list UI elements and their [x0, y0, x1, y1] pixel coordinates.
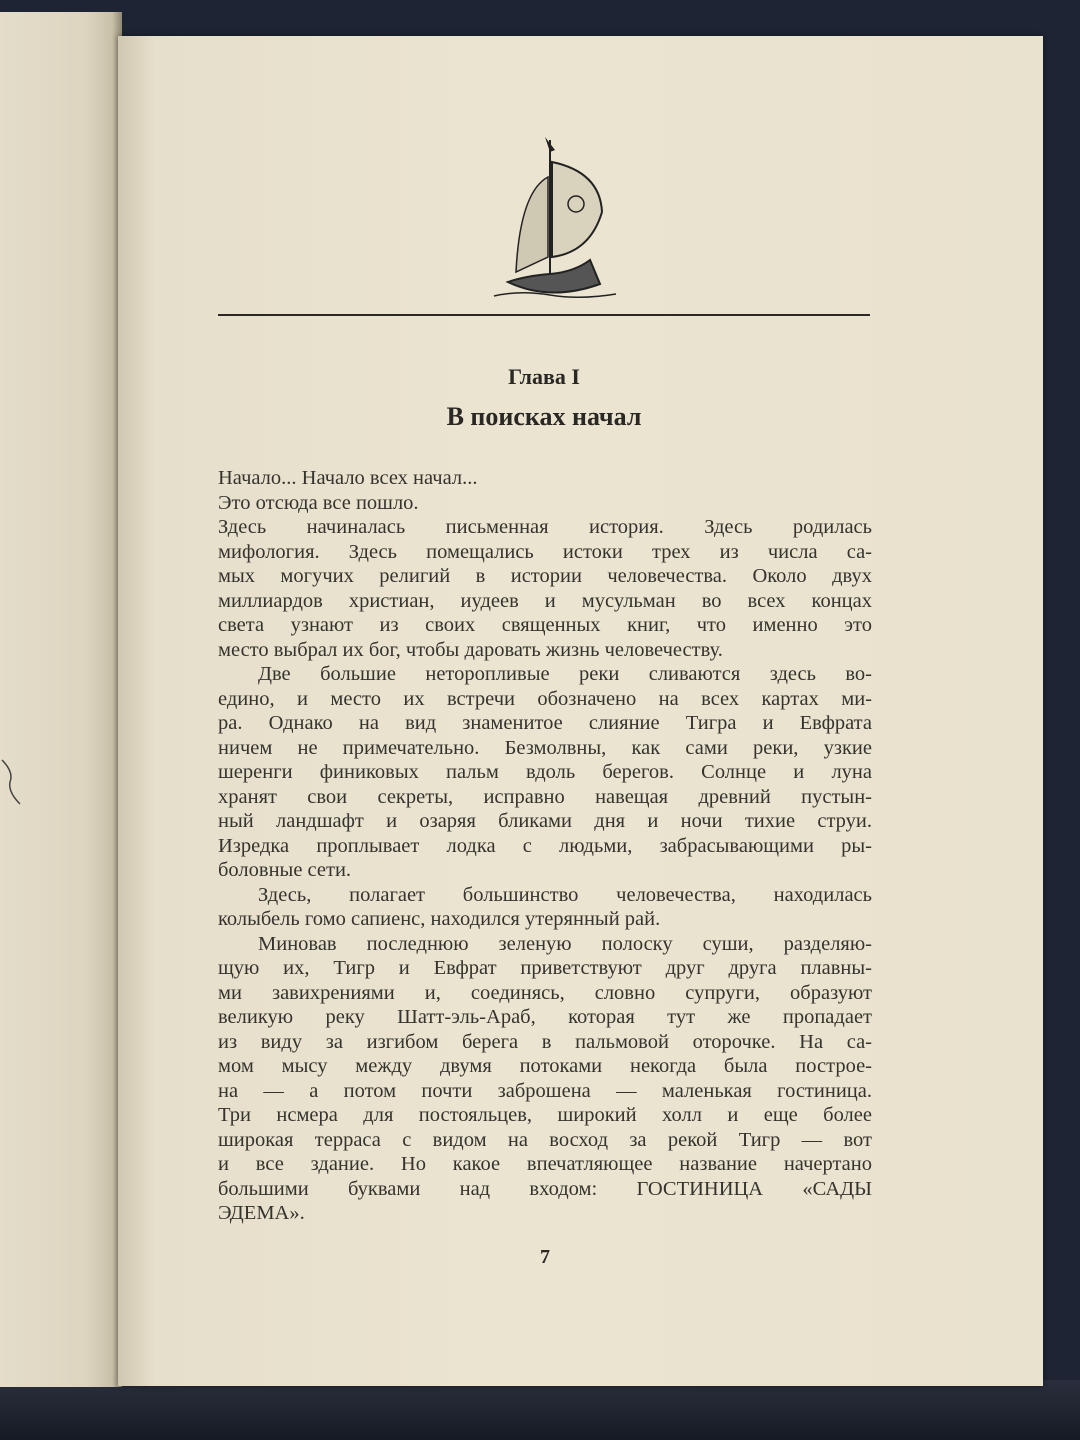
left-page	[0, 12, 122, 1387]
page-number: 7	[540, 1246, 550, 1268]
text-line: ра. Однако на вид знаменитое слияние Тигра и Евфрата	[218, 712, 872, 734]
chapter-title: В поисках начал	[446, 402, 642, 431]
text-line: Изредка проплывает лодка с людьми, забрасывающими ры-	[218, 834, 872, 857]
text-line: на — а потом почти заброшена — маленькая гостиница.	[218, 1079, 872, 1102]
text-line: мых могучих религий в истории человечества. Около двух	[218, 565, 872, 587]
text-line: Миновав последнюю зеленую полоску суши, разделяю-	[258, 932, 872, 955]
text-line: Три нсмера для постояльцев, широкий холл и еще более	[218, 1104, 872, 1126]
text-line: Начало... Начало всех начал...	[218, 467, 478, 489]
text-line: колыбель гомо сапиенс, находился утерянный рай.	[218, 908, 661, 930]
text-line: широкая терраса с видом на восход за рекой Тигр — вот	[218, 1128, 872, 1151]
text-line: Здесь начиналась письменная история. Здесь родилась	[218, 516, 872, 538]
text-line: ничем не примечательно. Безмолвны, как сами реки, узкие	[218, 736, 872, 759]
text-line: Две большие неторопливые реки сливаются здесь во-	[258, 663, 872, 685]
text-line: ный ландшафт и озаряя бликами дня и ночи тихие струи.	[218, 810, 872, 832]
text-line: шеренги финиковых пальм вдоль берегов. Солнце и луна	[218, 761, 872, 783]
pencil-mark	[0, 752, 30, 812]
text-line: большими буквами над входом: ГОСТИНИЦА «САДЫ	[218, 1177, 872, 1200]
text-line: хранят свои секреты, исправно навещая древний пустын-	[218, 785, 872, 808]
text-line: ЭДЕМА».	[218, 1202, 305, 1224]
text-line: мом мысу между двумя потоками некогда была построе-	[218, 1055, 872, 1077]
text-line: место выбрал их бог, чтобы даровать жизнь человечеству.	[218, 638, 723, 661]
text-line: света узнают из своих священных книг, что именно это	[218, 614, 872, 636]
text-line: Это отсюда все пошло.	[218, 491, 419, 514]
chapter-label: Глава I	[508, 364, 580, 389]
header-rule	[218, 314, 870, 316]
text-line: мифология. Здесь помещались истоки трех из числа са-	[218, 540, 872, 563]
text-line: Здесь, полагает большинство человечества, находилась	[258, 883, 872, 906]
text-line: щую их, Тигр и Евфрат приветствуют друг друга плавны-	[218, 957, 872, 979]
text-line: миллиардов христиан, иудеев и мусульман во всех концах	[218, 589, 872, 612]
text-line: боловные сети.	[218, 859, 352, 881]
text-line: едино, и место их встречи обозначено на всех картах ми-	[218, 687, 872, 710]
text-line: великую реку Шатт-эль-Араб, которая тут же пропадает	[218, 1006, 872, 1028]
text-line: ми завихрениями и, соединясь, словно супруги, образуют	[218, 981, 872, 1004]
ship-illustration	[490, 132, 620, 302]
body-text	[218, 466, 872, 1226]
text-line: из виду за изгибом берега в пальмовой оторочке. На са-	[218, 1030, 872, 1053]
text-line: и все здание. Но какое впечатляющее название начертано	[218, 1153, 872, 1175]
book-cover	[0, 1380, 1080, 1440]
